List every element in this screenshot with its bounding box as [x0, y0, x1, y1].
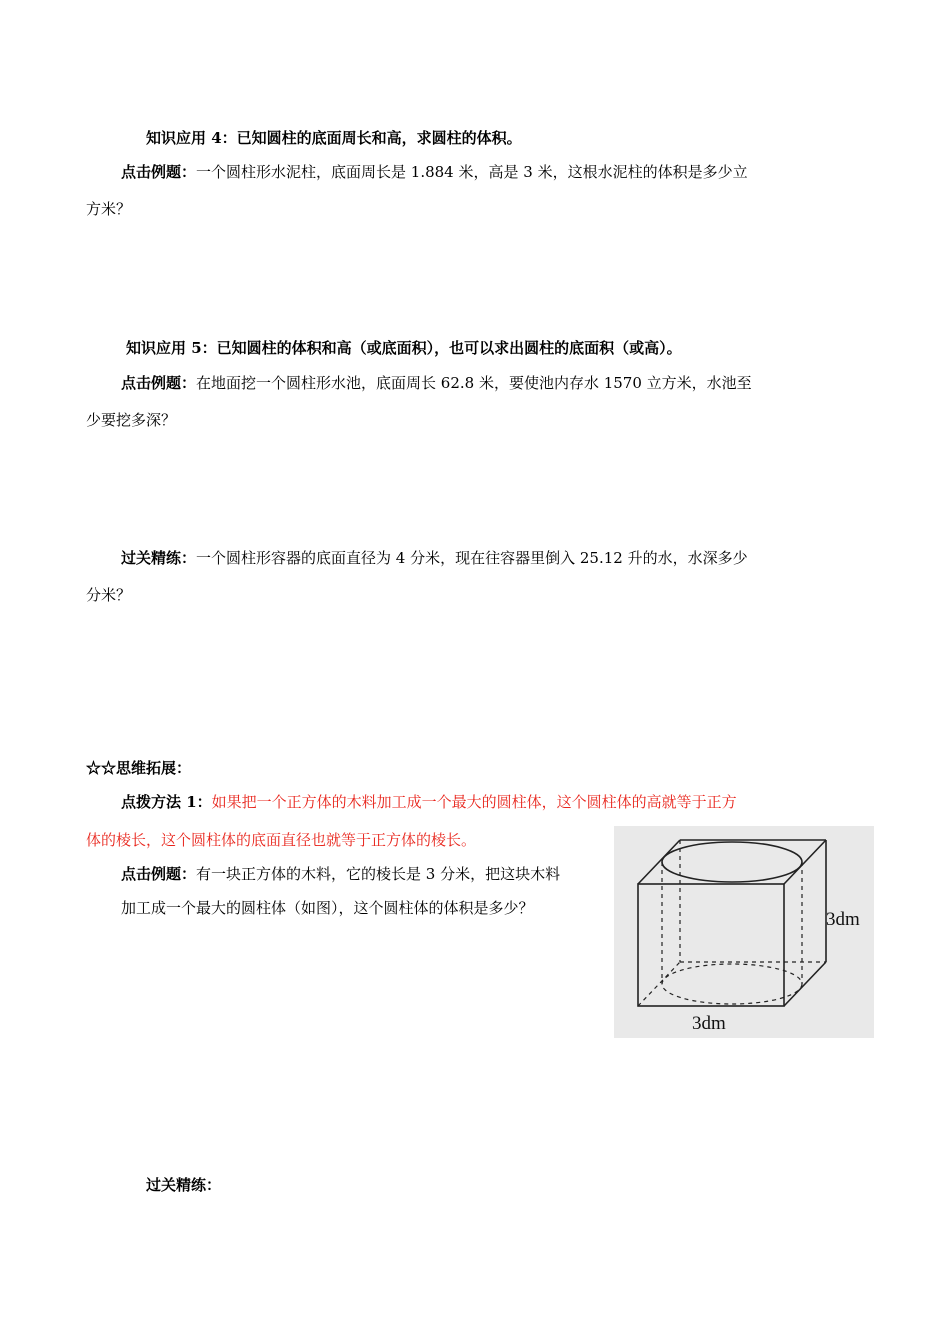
example-label: 点击例题：: [121, 374, 197, 392]
side-length-label: 3dm: [826, 909, 860, 930]
thinking-example-cont: 加工成一个最大的圆柱体（如图），这个圆柱体的体积是多少？: [121, 899, 534, 917]
section5-example: [121, 373, 752, 393]
example-text: 一个圆柱形水泥柱，底面周长是 1.884 米，高是 3 米，这根水泥柱的体积是多少立: [196, 163, 748, 181]
practice-label: 过关精练：: [121, 549, 197, 567]
practice-text: 一个圆柱形容器的底面直径为 4 分米，现在往容器里倒入 25.12 升的水，水深多少: [196, 549, 748, 567]
method-text: 如果把一个正方体的木料加工成一个最大的圆柱体，这个圆柱体的高就等于正方: [211, 793, 737, 811]
cylinder-bottom-ellipse: [662, 964, 802, 1004]
method-1: [121, 792, 737, 812]
cube-cylinder-figure: [614, 826, 874, 1038]
section5-heading: 知识应用 5：已知圆柱的体积和高（或底面积），也可以求出圆柱的底面积（或高）。: [126, 339, 682, 357]
example-text: 有一块正方体的木料，它的棱长是 3 分米，把这块木料: [196, 865, 561, 883]
section5-practice: [121, 548, 748, 568]
cube-cylinder-drawing: [614, 826, 874, 1038]
cube-bottom-right-edge: [784, 962, 826, 1006]
section4-heading: 知识应用 4：已知圆柱的底面周长和高，求圆柱的体积。: [146, 129, 522, 147]
method-label: 点拨方法 1：: [121, 793, 212, 811]
section5-example-cont: 少要挖多深？: [86, 411, 177, 429]
thinking-example: [121, 864, 560, 884]
cylinder-top-ellipse: [662, 842, 802, 882]
cube-front-face: [638, 884, 784, 1006]
section4-example: [121, 162, 748, 182]
cube-top-left-edge: [638, 840, 680, 884]
example-text: 在地面挖一个圆柱形水池，底面周长 62.8 米，要使池内存水 1570 立方米，水池至: [196, 374, 752, 392]
section5-practice-cont: 分米？: [86, 586, 132, 604]
thinking-heading: ☆☆思维拓展：: [86, 759, 192, 777]
section4-example-cont: 方米？: [86, 200, 132, 218]
example-label: 点击例题：: [121, 865, 197, 883]
example-label: 点击例题：: [121, 163, 197, 181]
cube-hidden-left-edge: [638, 962, 680, 1006]
method-1-cont: 体的棱长，这个圆柱体的底面直径也就等于正方体的棱长。: [86, 831, 477, 849]
cube-top-right-edge: [784, 840, 826, 884]
bottom-length-label: 3dm: [692, 1013, 726, 1034]
thinking-practice-label: 过关精练：: [146, 1176, 222, 1194]
